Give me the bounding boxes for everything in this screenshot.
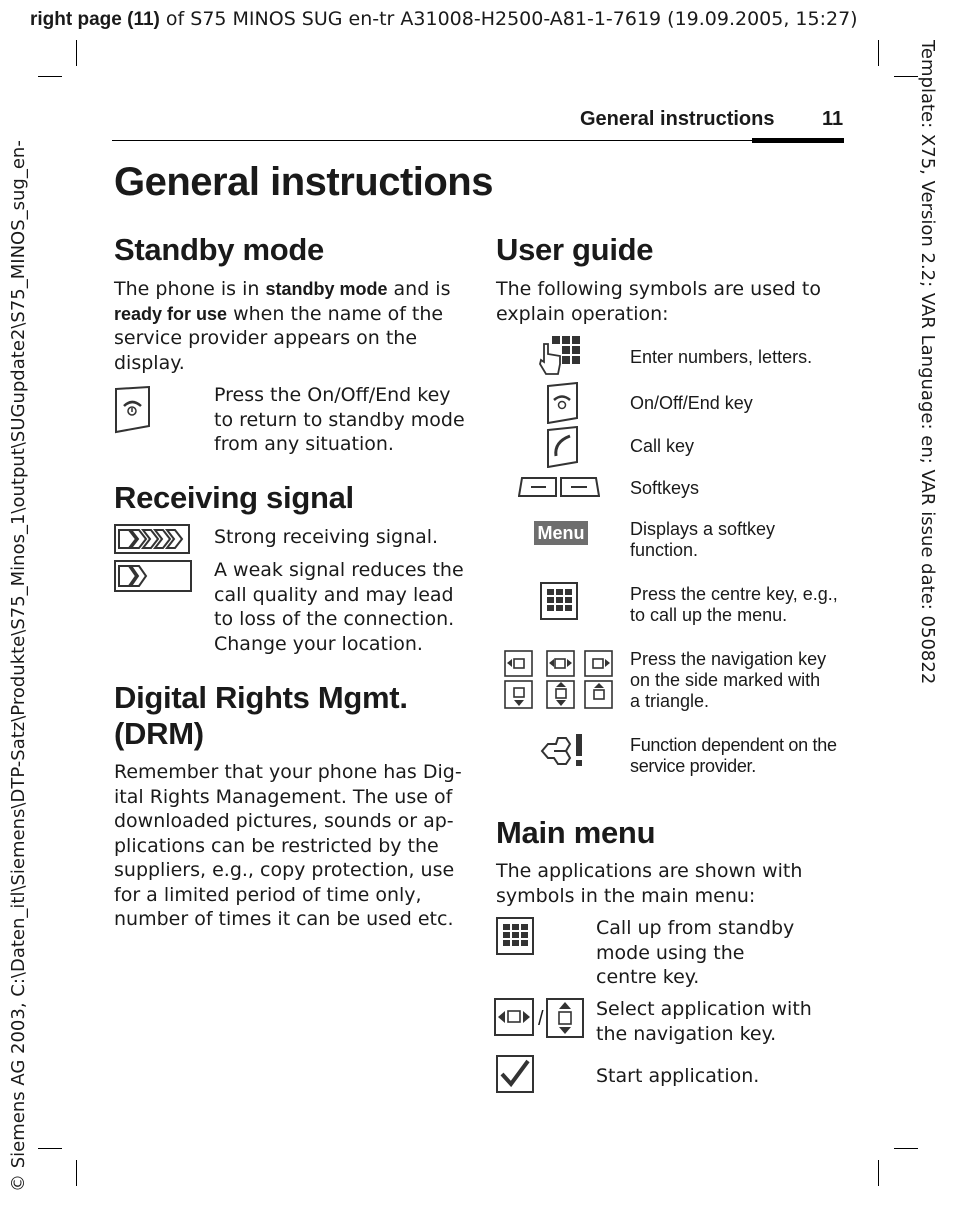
text-line: suppliers, e.g., copy protection, use [114, 859, 455, 881]
header-rule [112, 140, 752, 141]
crop-mark [76, 40, 77, 66]
text-line: Remember that your phone has Dig- [114, 761, 462, 783]
text-line: Press the On/Off/End key [214, 384, 451, 406]
softkeys-icon [518, 476, 600, 498]
drm-paragraph [114, 760, 462, 932]
crop-mark [76, 1160, 77, 1186]
text-line: symbols in the main menu: [496, 884, 756, 907]
navigation-key-text [630, 649, 826, 712]
receiving-signal-heading: Receiving signal [114, 480, 354, 515]
crop-mark [878, 1160, 879, 1186]
strong-signal-icon [114, 524, 190, 554]
user-guide-intro [496, 277, 821, 326]
text-line: Select application with [596, 998, 812, 1020]
keypad-hand-icon [538, 334, 582, 378]
bold-term: ready for use [114, 303, 228, 324]
text-line: service provider. [630, 756, 756, 776]
navigation-key-icon [504, 650, 614, 710]
call-key-text: Call key [630, 436, 695, 456]
text-line: mode using the [596, 941, 745, 964]
text-line: number of times it can be used etc. [114, 908, 454, 930]
centre-key-icon [496, 917, 534, 955]
text-line: centre key. [596, 966, 700, 988]
heading-line: Digital Rights Mgmt. [114, 680, 408, 715]
weak-signal-text [214, 558, 464, 656]
text-line: downloaded pictures, sounds or ap- [114, 810, 454, 832]
centre-key-text [630, 584, 838, 626]
print-meta-rest: of S75 MINOS SUG en-tr A31008-H2500-A81-1-7619 (19.09.2005, 15:27) [159, 8, 858, 30]
weak-signal-icon [114, 560, 192, 592]
user-guide-heading: User guide [496, 232, 654, 267]
navigation-up-down-icon [546, 998, 584, 1038]
print-meta-line [30, 8, 858, 31]
call-up-text [596, 916, 794, 990]
text-line: A weak signal reduces the [214, 559, 464, 581]
main-menu-intro [496, 859, 802, 908]
text-line: to return to standby mode [214, 408, 465, 431]
main-menu-heading: Main menu [496, 815, 656, 850]
text-line: the navigation key. [596, 1022, 777, 1045]
provider-function-text [630, 735, 837, 777]
softkeys-text: Softkeys [630, 478, 700, 498]
text-line: Displays a softkey [630, 519, 776, 539]
text-line: for a limited period of time only, [114, 883, 422, 906]
on-off-end-key-text: On/Off/End key [630, 393, 753, 413]
standby-paragraph [114, 277, 474, 375]
menu-softkey-text [630, 519, 775, 561]
text-line: to call up the menu. [630, 605, 788, 625]
page-title: General instructions [114, 160, 493, 204]
separator-slash: / [538, 1008, 544, 1030]
text-line: call quality and may lead [214, 583, 454, 606]
text-line: a triangle. [630, 691, 710, 711]
print-meta-bold: right page (11) [30, 9, 160, 30]
text-line: Press the navigation key [630, 649, 827, 669]
text-line: Press the centre key, e.g., [630, 584, 838, 604]
crop-mark [38, 1148, 62, 1149]
text-line: ital Rights Management. The use of [114, 785, 453, 808]
text-line: service provider appears on the [114, 327, 418, 349]
text-line: to loss of the connection. [214, 608, 455, 630]
call-key-icon [546, 426, 580, 468]
text-line: display. [114, 351, 185, 374]
text-line: from any situation. [214, 433, 394, 455]
text-line: plications can be restricted by the [114, 834, 439, 857]
on-off-end-key-icon [114, 386, 152, 434]
bold-term: standby mode [265, 279, 388, 299]
text-line: Change your location. [214, 632, 423, 655]
text-line: Call up from standby [596, 917, 795, 939]
text-line: The applications are shown with [496, 860, 803, 882]
keypad-hand-text: Enter numbers, letters. [630, 347, 813, 367]
crop-mark [38, 76, 62, 77]
text-line: explain operation: [496, 302, 669, 325]
text-run: The phone is in [114, 278, 266, 300]
text-run: and is [387, 278, 451, 300]
start-application-text: Start application. [596, 1065, 760, 1087]
standby-heading: Standby mode [114, 232, 324, 267]
text-line: Function dependent on the [630, 735, 837, 755]
page-number: 11 [822, 108, 844, 130]
text-run: when the name of the [227, 302, 444, 325]
on-off-end-key-icon [546, 382, 580, 424]
strong-signal-text: Strong receiving signal. [214, 526, 439, 548]
centre-key-icon [540, 582, 578, 620]
standby-key-text [214, 383, 465, 457]
header-bar [752, 138, 844, 143]
text-line: on the side marked with [630, 670, 821, 690]
template-info-vertical: Template: X75, Version 2.2; VAR Language: en; VAR issue date: 050822 [917, 40, 938, 685]
text-line: function. [630, 540, 699, 560]
navigation-left-right-icon [494, 998, 534, 1036]
text-line: The following symbols are used to [496, 278, 821, 300]
drm-heading [114, 680, 408, 752]
checkmark-icon [496, 1055, 534, 1093]
crop-mark [878, 40, 879, 66]
menu-softkey-icon: Menu [534, 521, 588, 545]
crop-mark [894, 76, 918, 77]
heading-line: (DRM) [114, 716, 204, 751]
select-application-text [596, 997, 812, 1046]
file-path-vertical: © Siemens AG 2003, C:\Daten_itl\Siemens\DTP-Satz\Produkte\S75_Minos_1\output\SUGupdate2\S75_MINOS_sug_en- [8, 140, 29, 1192]
running-head: General instructions [580, 108, 775, 130]
crop-mark [894, 1148, 918, 1149]
provider-function-icon [536, 731, 586, 769]
